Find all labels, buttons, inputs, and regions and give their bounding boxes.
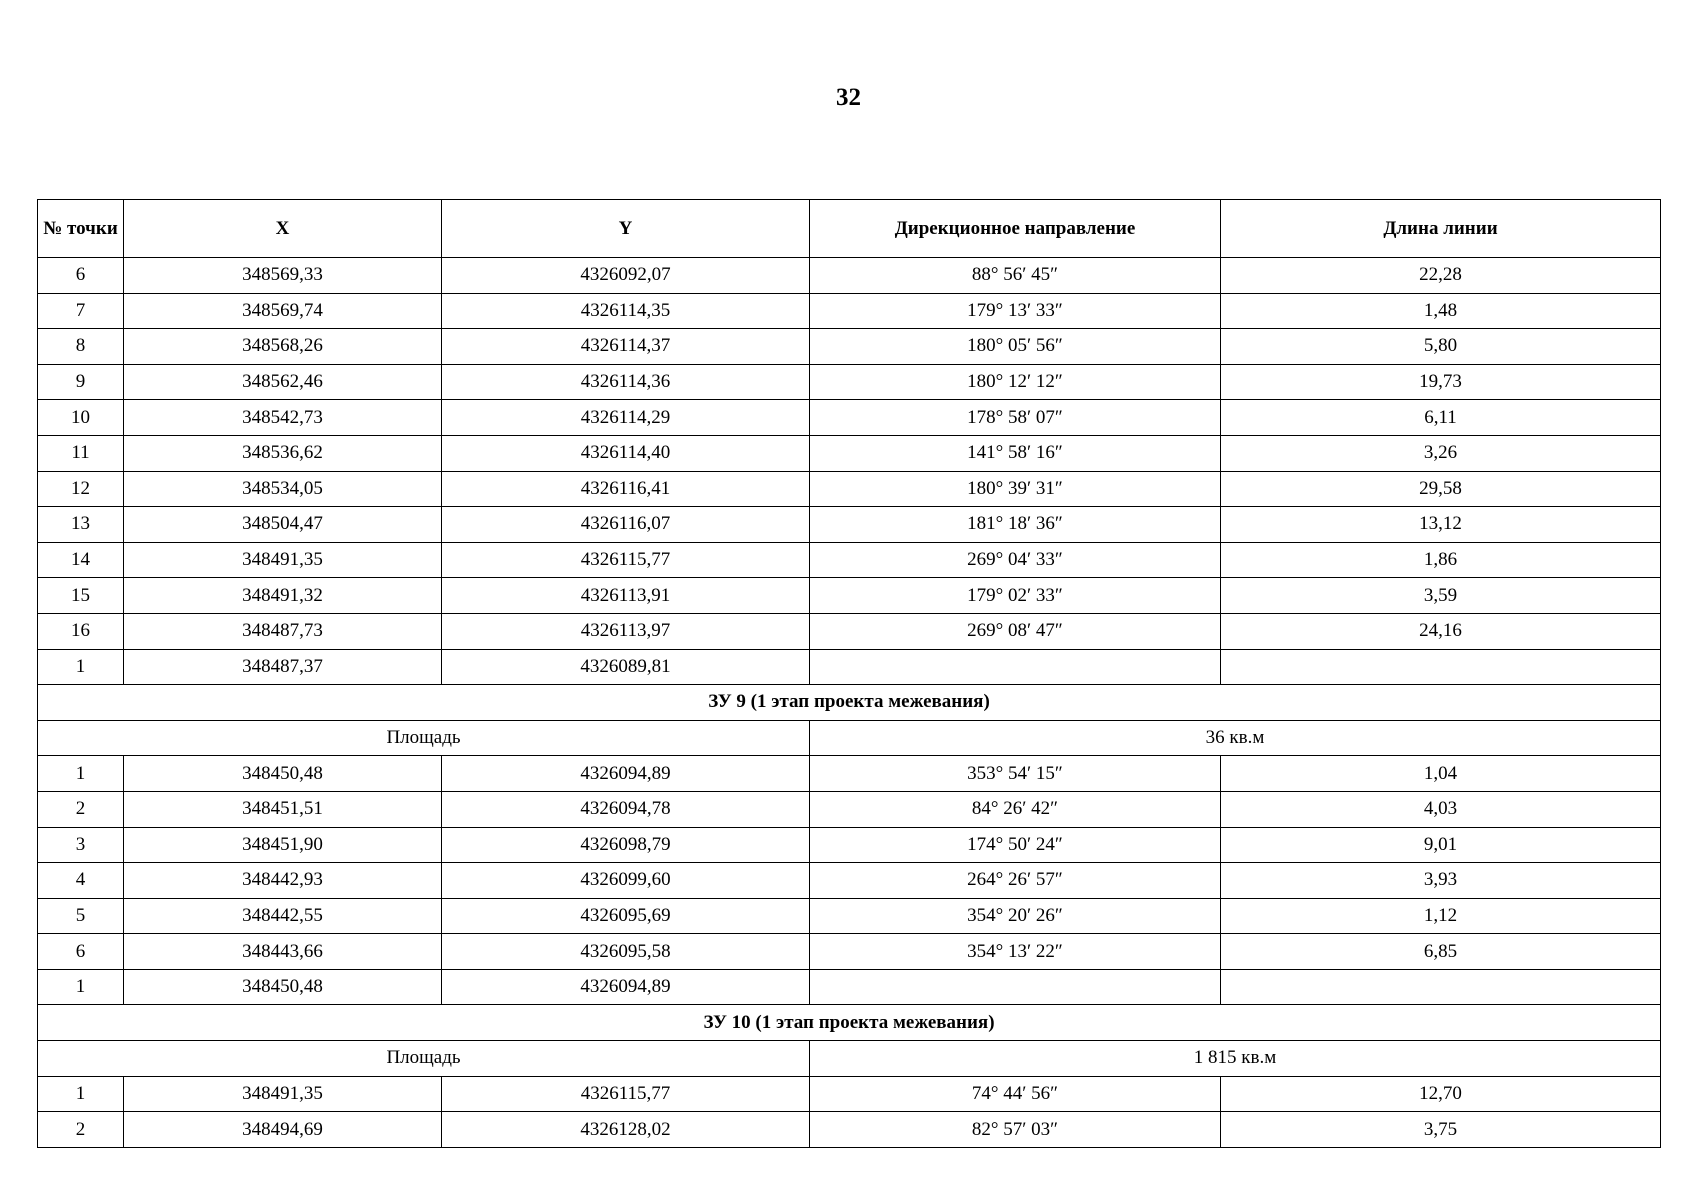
cell-point-number: 3 — [38, 827, 124, 863]
table-row — [38, 1112, 1661, 1148]
table-row — [38, 756, 1661, 792]
cell-y: 4326115,77 — [442, 542, 810, 578]
cell-length: 19,73 — [1221, 364, 1661, 400]
cell-y: 4326114,37 — [442, 329, 810, 365]
section-title: ЗУ 9 (1 этап проекта межевания) — [38, 685, 1661, 721]
area-row — [38, 1041, 1661, 1077]
table-row — [38, 293, 1661, 329]
cell-y: 4326116,41 — [442, 471, 810, 507]
cell-direction: 82° 57′ 03″ — [810, 1112, 1221, 1148]
table-row — [38, 649, 1661, 685]
cell-direction: 269° 04′ 33″ — [810, 542, 1221, 578]
cell-y: 4326094,89 — [442, 969, 810, 1005]
cell-length: 6,85 — [1221, 934, 1661, 970]
cell-y: 4326114,36 — [442, 364, 810, 400]
cell-point-number: 16 — [38, 613, 124, 649]
table-row — [38, 578, 1661, 614]
cell-x: 348450,48 — [124, 756, 442, 792]
cell-x: 348491,35 — [124, 542, 442, 578]
cell-x: 348451,90 — [124, 827, 442, 863]
table-row — [38, 542, 1661, 578]
cell-length: 12,70 — [1221, 1076, 1661, 1112]
table-row — [38, 258, 1661, 294]
cell-y: 4326114,29 — [442, 400, 810, 436]
cell-direction: 269° 08′ 47″ — [810, 613, 1221, 649]
cell-length: 1,48 — [1221, 293, 1661, 329]
cell-direction: 74° 44′ 56″ — [810, 1076, 1221, 1112]
table-row — [38, 791, 1661, 827]
table-row — [38, 471, 1661, 507]
cell-x: 348494,69 — [124, 1112, 442, 1148]
cell-point-number: 1 — [38, 1076, 124, 1112]
cell-point-number: 4 — [38, 863, 124, 899]
cell-x: 348487,37 — [124, 649, 442, 685]
cell-direction: 179° 02′ 33″ — [810, 578, 1221, 614]
coordinates-table — [37, 199, 1661, 1148]
cell-length: 3,26 — [1221, 435, 1661, 471]
cell-y: 4326098,79 — [442, 827, 810, 863]
cell-point-number: 1 — [38, 649, 124, 685]
cell-x: 348451,51 — [124, 791, 442, 827]
cell-y: 4326113,91 — [442, 578, 810, 614]
cell-y: 4326114,40 — [442, 435, 810, 471]
cell-direction: 178° 58′ 07″ — [810, 400, 1221, 436]
cell-x: 348569,33 — [124, 258, 442, 294]
header-length: Длина линии — [1221, 200, 1661, 258]
cell-y: 4326094,78 — [442, 791, 810, 827]
table-row — [38, 613, 1661, 649]
cell-y: 4326128,02 — [442, 1112, 810, 1148]
area-value: 36 кв.м — [810, 720, 1661, 756]
table-row — [38, 507, 1661, 543]
cell-length: 9,01 — [1221, 827, 1661, 863]
cell-direction: 180° 39′ 31″ — [810, 471, 1221, 507]
cell-direction: 180° 05′ 56″ — [810, 329, 1221, 365]
cell-x: 348442,55 — [124, 898, 442, 934]
cell-y: 4326092,07 — [442, 258, 810, 294]
cell-x: 348562,46 — [124, 364, 442, 400]
cell-y: 4326114,35 — [442, 293, 810, 329]
header-direction: Дирекционное направление — [810, 200, 1221, 258]
cell-length: 3,59 — [1221, 578, 1661, 614]
cell-x: 348442,93 — [124, 863, 442, 899]
section-title: ЗУ 10 (1 этап проекта межевания) — [38, 1005, 1661, 1041]
cell-point-number: 1 — [38, 756, 124, 792]
cell-x: 348568,26 — [124, 329, 442, 365]
header-y: Y — [442, 200, 810, 258]
cell-direction: 88° 56′ 45″ — [810, 258, 1221, 294]
cell-x: 348443,66 — [124, 934, 442, 970]
section-title-row — [38, 1005, 1661, 1041]
cell-direction: 84° 26′ 42″ — [810, 791, 1221, 827]
cell-y: 4326116,07 — [442, 507, 810, 543]
cell-point-number: 9 — [38, 364, 124, 400]
table-row — [38, 827, 1661, 863]
cell-point-number: 1 — [38, 969, 124, 1005]
cell-direction — [810, 649, 1221, 685]
area-row — [38, 720, 1661, 756]
cell-direction: 174° 50′ 24″ — [810, 827, 1221, 863]
cell-y: 4326089,81 — [442, 649, 810, 685]
cell-point-number: 10 — [38, 400, 124, 436]
cell-point-number: 2 — [38, 1112, 124, 1148]
header-point-number: № точки — [38, 200, 124, 258]
cell-direction: 354° 20′ 26″ — [810, 898, 1221, 934]
cell-direction: 354° 13′ 22″ — [810, 934, 1221, 970]
cell-point-number: 6 — [38, 934, 124, 970]
cell-point-number: 12 — [38, 471, 124, 507]
table-row — [38, 435, 1661, 471]
page-number: 32 — [836, 84, 861, 111]
area-value: 1 815 кв.м — [810, 1041, 1661, 1077]
cell-x: 348487,73 — [124, 613, 442, 649]
cell-point-number: 5 — [38, 898, 124, 934]
cell-y: 4326099,60 — [442, 863, 810, 899]
cell-direction: 179° 13′ 33″ — [810, 293, 1221, 329]
cell-y: 4326115,77 — [442, 1076, 810, 1112]
cell-x: 348491,32 — [124, 578, 442, 614]
table-row — [38, 364, 1661, 400]
cell-length: 1,12 — [1221, 898, 1661, 934]
cell-length: 24,16 — [1221, 613, 1661, 649]
cell-point-number: 8 — [38, 329, 124, 365]
table-row — [38, 1076, 1661, 1112]
cell-x: 348534,05 — [124, 471, 442, 507]
cell-length: 22,28 — [1221, 258, 1661, 294]
cell-length: 13,12 — [1221, 507, 1661, 543]
cell-length: 29,58 — [1221, 471, 1661, 507]
section-title-row — [38, 685, 1661, 721]
header-x: X — [124, 200, 442, 258]
cell-direction: 141° 58′ 16″ — [810, 435, 1221, 471]
cell-point-number: 15 — [38, 578, 124, 614]
cell-direction: 264° 26′ 57″ — [810, 863, 1221, 899]
cell-point-number: 13 — [38, 507, 124, 543]
table-row — [38, 898, 1661, 934]
cell-length: 1,86 — [1221, 542, 1661, 578]
cell-y: 4326095,69 — [442, 898, 810, 934]
cell-x: 348491,35 — [124, 1076, 442, 1112]
table-row — [38, 863, 1661, 899]
cell-direction: 353° 54′ 15″ — [810, 756, 1221, 792]
cell-length: 4,03 — [1221, 791, 1661, 827]
cell-point-number: 2 — [38, 791, 124, 827]
cell-length: 3,93 — [1221, 863, 1661, 899]
cell-y: 4326094,89 — [442, 756, 810, 792]
area-label: Площадь — [38, 1041, 810, 1077]
cell-x: 348536,62 — [124, 435, 442, 471]
table-row — [38, 969, 1661, 1005]
cell-length: 6,11 — [1221, 400, 1661, 436]
cell-length: 1,04 — [1221, 756, 1661, 792]
cell-direction — [810, 969, 1221, 1005]
cell-point-number: 14 — [38, 542, 124, 578]
cell-point-number: 6 — [38, 258, 124, 294]
cell-length: 5,80 — [1221, 329, 1661, 365]
table-row — [38, 934, 1661, 970]
cell-direction: 180° 12′ 12″ — [810, 364, 1221, 400]
cell-length: 3,75 — [1221, 1112, 1661, 1148]
cell-length — [1221, 969, 1661, 1005]
cell-direction: 181° 18′ 36″ — [810, 507, 1221, 543]
cell-x: 348450,48 — [124, 969, 442, 1005]
table-header-row — [38, 200, 1661, 258]
table-row — [38, 400, 1661, 436]
cell-point-number: 7 — [38, 293, 124, 329]
cell-y: 4326113,97 — [442, 613, 810, 649]
table-row — [38, 329, 1661, 365]
cell-x: 348542,73 — [124, 400, 442, 436]
cell-y: 4326095,58 — [442, 934, 810, 970]
cell-length — [1221, 649, 1661, 685]
cell-x: 348569,74 — [124, 293, 442, 329]
area-label: Площадь — [38, 720, 810, 756]
cell-point-number: 11 — [38, 435, 124, 471]
cell-x: 348504,47 — [124, 507, 442, 543]
